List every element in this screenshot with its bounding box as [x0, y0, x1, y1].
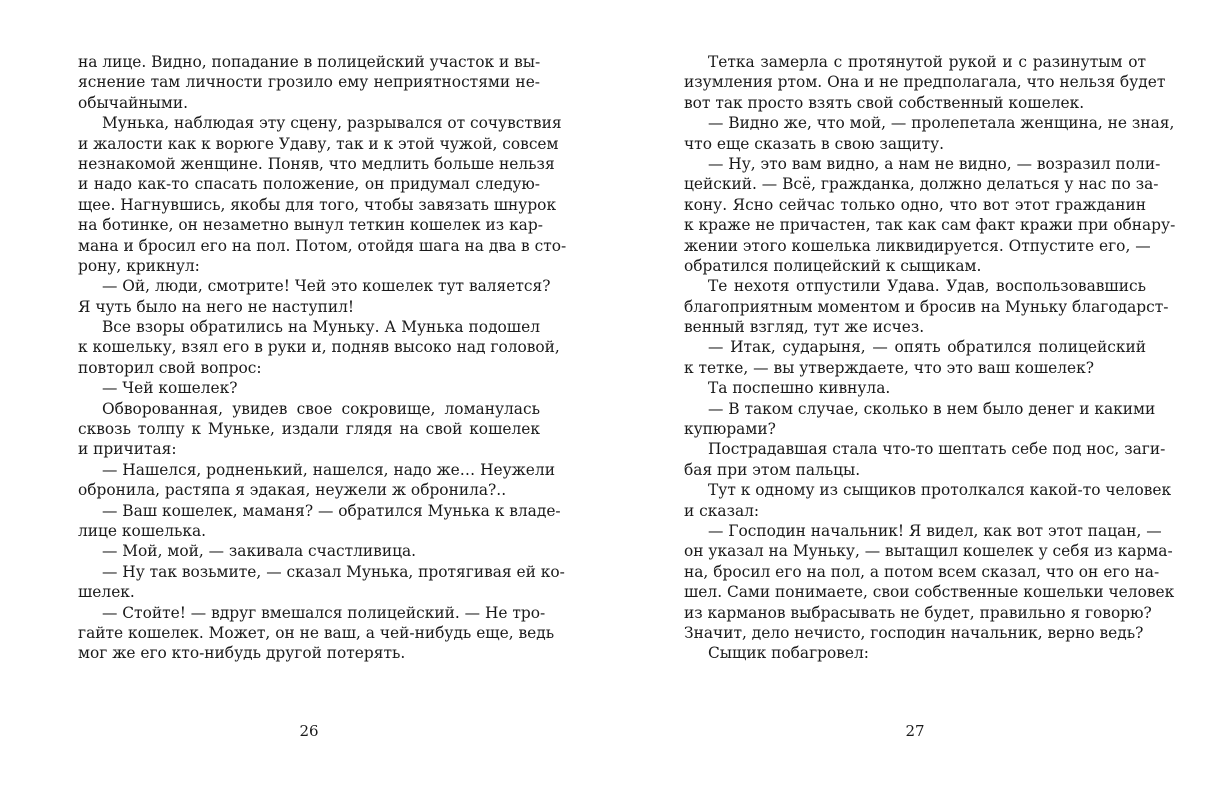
text-line: — Чей кошелек? — [102, 379, 238, 398]
text-line: шел. Сами понимаете, свои собственные кошельки человек — [684, 583, 1175, 602]
text-line: — Мой, мой, — закивала счастливица. — [102, 542, 417, 561]
text-line: цейский. — Всё, гражданка, должно делаться у нас по за- — [684, 175, 1159, 194]
left-page-number: 26 — [299, 722, 319, 740]
text-line: вот так просто взять свой собственный кошелек. — [684, 93, 1085, 112]
text-line: к краже не причастен, так как сам факт кражи при обнару- — [684, 216, 1176, 235]
text-line: и причитая: — [78, 440, 177, 459]
text-line: Я чуть было на него не наступил! — [78, 297, 355, 316]
text-line: и сказал: — [684, 501, 760, 520]
text-line: обычайными. — [78, 93, 189, 112]
text-line: Мунька, наблюдая эту сцену, разрывался от сочувствия — [102, 114, 562, 133]
right-page — [684, 52, 1176, 752]
text-line: и надо как-то спасать положение, он придумал следую- — [78, 175, 540, 194]
text-line: мана и бросил его на пол. Потом, отойдя шага на два в сто- — [78, 236, 567, 255]
text-line: Те нехотя отпустили Удава. Удав, воспользовавшись — [708, 277, 1146, 296]
text-line: на лице. Видно, попадание в полицейский участок и вы- — [78, 53, 541, 71]
text-line: обронила, растяпа я эдакая, неужели ж обронила?.. — [78, 481, 507, 500]
text-line: что еще сказать в свою защиту. — [684, 134, 945, 153]
text-line: купюрами? — [684, 420, 776, 439]
text-line: — В таком случае, сколько в нем было денег и какими — [708, 399, 1156, 418]
text-line: на, бросил его на пол, а потом всем сказал, что он его на- — [684, 562, 1160, 581]
text-line: — Нашелся, родненький, нашелся, надо же… Неужели — [102, 460, 555, 479]
text-line: — Господин начальник! Я видел, как вот этот пацан, — — [708, 521, 1162, 540]
text-line: шелек. — [78, 583, 135, 602]
text-line: и жалости как к ворюге Удаву, так и к этой чужой, совсем — [78, 134, 559, 153]
text-line: незнакомой женщине. Поняв, что медлить больше нельзя — [78, 154, 555, 173]
text-line: — Итак, сударыня, — опять обратился полицейский — [708, 338, 1146, 357]
text-line: Все взоры обратились на Муньку. А Мунька подошел — [102, 318, 540, 337]
text-line: на ботинке, он незаметно вынул теткин кошелек из кар- — [78, 216, 543, 235]
text-line: — Стойте! — вдруг вмешался полицейский. — Не тро- — [102, 603, 546, 622]
text-line: — Видно же, что мой, — пролепетала женщина, не зная, — [708, 114, 1175, 133]
text-line: Та поспешно кивнула. — [708, 379, 891, 398]
text-line: рону, крикнул: — [78, 256, 200, 275]
left-page-text — [78, 52, 567, 664]
text-line: — Ой, люди, смотрите! Чей это кошелек тут валяется? — [102, 277, 551, 296]
text-line: Тут к одному из сыщиков протолкался какой-то человек — [708, 481, 1172, 500]
text-line: мог же его кто-нибудь другой потерять. — [78, 644, 406, 663]
text-line: он указал на Муньку, — вытащил кошелек у себя из карма- — [684, 542, 1173, 561]
text-line: обратился полицейский к сыщикам. — [684, 256, 982, 275]
text-line: яснение там личности грозило ему неприятностями не- — [78, 73, 540, 92]
text-line: — Ваш кошелек, маманя? — обратился Мунька к владе- — [102, 501, 561, 520]
text-line: — Ну, это вам видно, а нам не видно, — возразил поли- — [708, 154, 1161, 173]
text-line: из карманов выбрасывать не будет, правильно я говорю? — [684, 603, 1152, 622]
text-line: бая при этом пальцы. — [684, 460, 861, 479]
text-line: щее. Нагнувшись, якобы для того, чтобы завязать шнурок — [78, 195, 557, 214]
text-line: Сыщик побагровел: — [708, 644, 869, 663]
text-line: к тетке, — вы утверждаете, что это ваш кошелек? — [684, 358, 1095, 377]
text-line: Пострадавшая стала что-то шептать себе под нос, заги- — [708, 440, 1166, 459]
text-line: гайте кошелек. Может, он не ваш, а чей-нибудь еще, ведь — [78, 623, 555, 642]
text-line: Тетка замерла с протянутой рукой и с разинутым от — [708, 53, 1146, 71]
left-page — [78, 52, 567, 752]
text-line: жении этого кошелька ликвидируется. Отпустите его, — — [684, 236, 1151, 255]
text-line: сквозь толпу к Муньке, издали глядя на свой кошелек — [78, 420, 540, 439]
text-line: благоприятным моментом и бросив на Муньку благодарст- — [684, 297, 1169, 316]
right-page-text — [684, 52, 1176, 664]
text-line: Обворованная, увидев свое сокровище, ломанулась — [102, 399, 540, 418]
text-line: изумления ртом. Она и не предполагала, что нельзя будет — [684, 73, 1166, 92]
text-line: повторил свой вопрос: — [78, 358, 262, 377]
text-line: кону. Ясно сейчас только одно, что вот этот гражданин — [684, 195, 1146, 214]
text-line: Значит, дело нечисто, господин начальник, верно ведь? — [684, 623, 1144, 642]
text-line: — Ну так возьмите, — сказал Мунька, протягивая ей ко- — [102, 562, 565, 581]
right-page-number: 27 — [905, 722, 925, 740]
text-line: лице кошелька. — [78, 521, 207, 540]
text-line: к кошельку, взял его в руки и, подняв высоко над головой, — [78, 338, 560, 357]
text-line: венный взгляд, тут же исчез. — [684, 318, 925, 337]
